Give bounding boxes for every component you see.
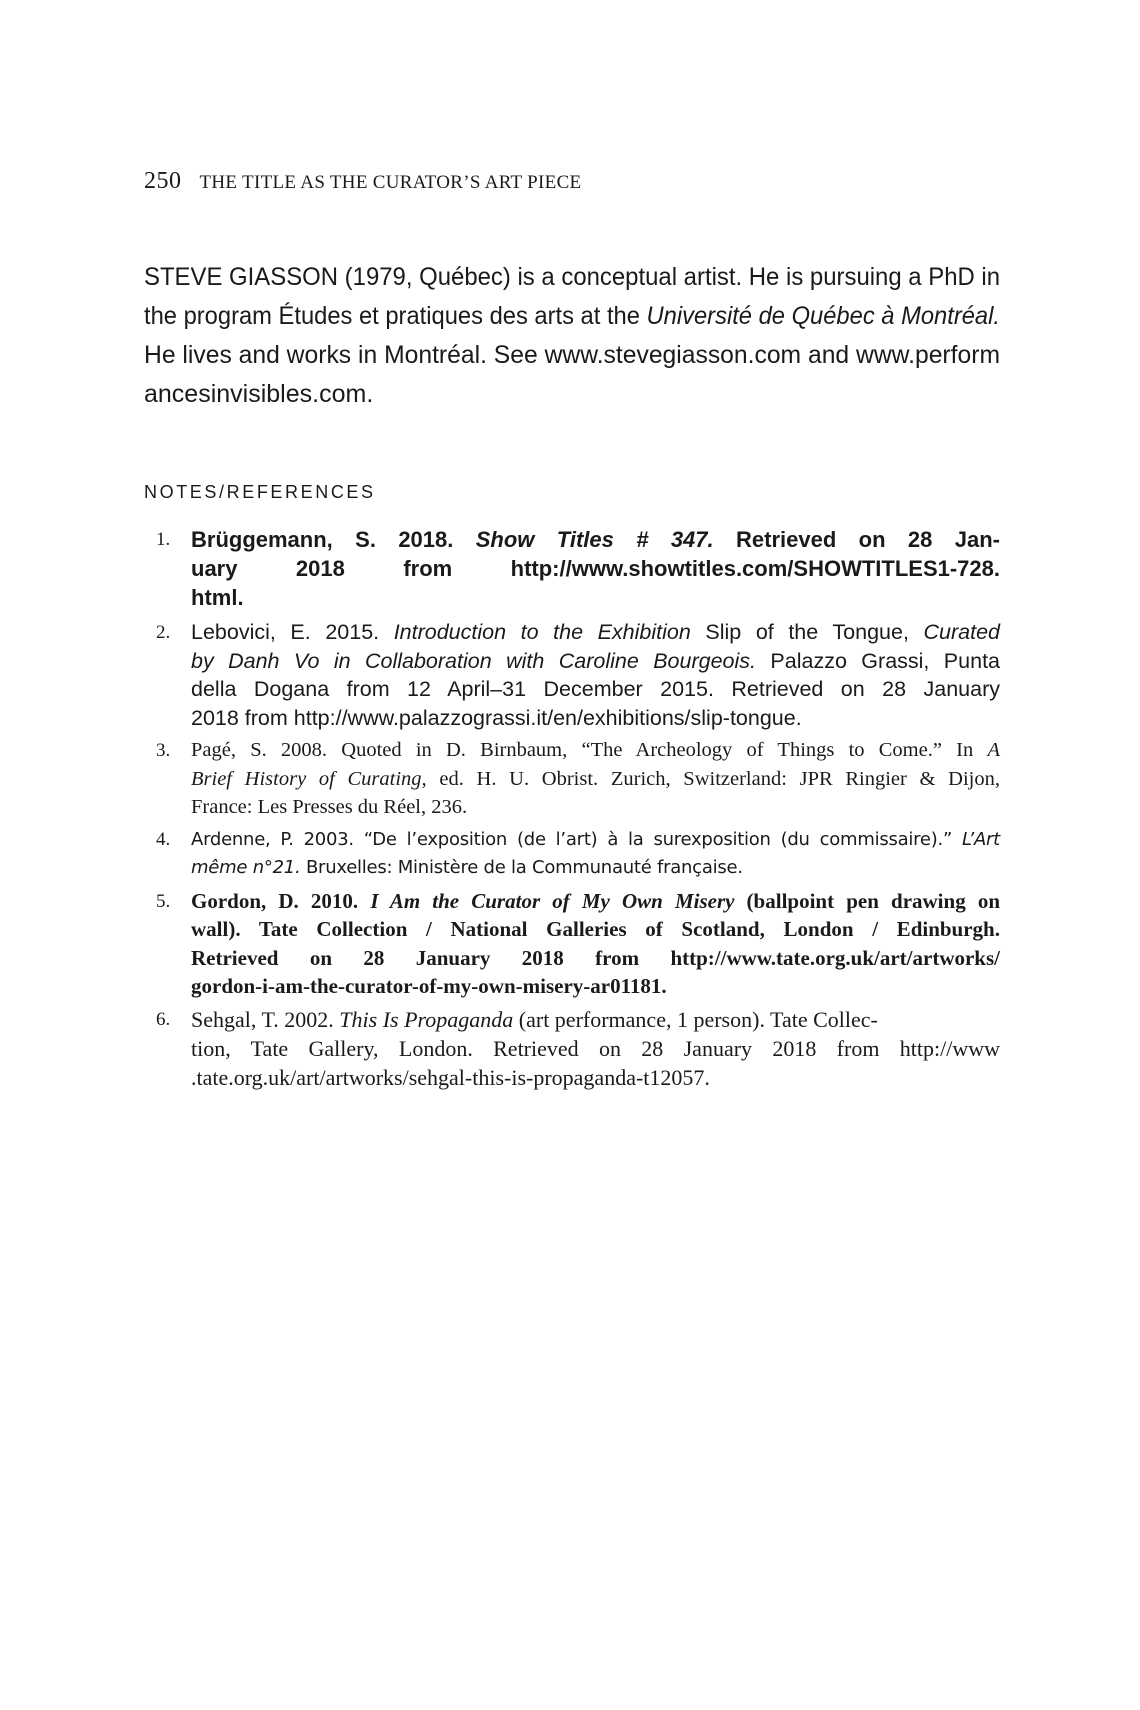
- note-item: [144, 525, 1000, 612]
- running-header: [144, 168, 581, 195]
- note-number: 1.: [156, 529, 171, 550]
- work-title: Show Titles # 347.: [475, 527, 714, 552]
- note-number: 5.: [156, 890, 171, 912]
- running-title: THE TITLE AS THE CURATOR’S ART PIECE: [199, 172, 582, 193]
- note-text: [191, 826, 1000, 883]
- note-text: [191, 1005, 1000, 1092]
- note-number: 4.: [156, 828, 171, 850]
- note-fragment: (ballpoint pen drawing on: [734, 888, 1000, 913]
- note-number: 2.: [156, 622, 171, 643]
- note-text: [191, 525, 1000, 612]
- note-item: [144, 887, 1000, 1001]
- note-line: tion, Tate Gallery, London. Retrieved on 28 January 2018 from http://www: [191, 1035, 1000, 1061]
- note-line: [191, 826, 1000, 855]
- note-text: [191, 736, 1000, 822]
- note-line: [191, 1005, 1000, 1034]
- bio-line: STEVE GIASSON (1979, Québec) is a conceptual artist. He is pursuing a PhD in: [144, 263, 1001, 291]
- note-line: [191, 647, 1000, 676]
- note-line: 2018 from http://www.palazzograssi.it/en/exhibitions/slip-tongue.: [191, 705, 802, 730]
- bio-line: He lives and works in Montréal. See www.stevegiasson.com and www.perform: [144, 341, 1001, 369]
- note-fragment: ed. H. U. Obrist. Zurich, Switzerland: JPR Ringier & Dijon,: [426, 767, 1000, 790]
- work-title: I Am the Curator of My Own Misery: [370, 888, 735, 913]
- note-fragment: Palazzo Grassi, Punta: [756, 648, 1000, 673]
- note-fragment: Curated: [923, 620, 1000, 644]
- note-fragment: Retrieved on 28 Jan-: [713, 527, 1000, 552]
- work-title: Introduction to the Exhibition: [393, 620, 691, 644]
- author-bio: [144, 258, 1000, 414]
- note-line: [191, 887, 1000, 916]
- note-line: html.: [191, 585, 244, 610]
- note-number: 3.: [156, 740, 171, 761]
- bio-line: ancesinvisibles.com.: [144, 380, 374, 408]
- note-line: gordon-i-am-the-curator-of-my-own-misery-ar01181.: [191, 974, 667, 998]
- note-line: della Dogana from 12 April–31 December 2015. Retrieved on 28 January: [191, 677, 1000, 701]
- note-fragment: Ardenne, P. 2003. “De l’exposition (de l’art) à la surexposition (du commissaire).”: [191, 828, 962, 850]
- bio-text: the program Études et pratiques des arts at the: [144, 302, 647, 330]
- note-fragment: Lebovici, E. 2015.: [191, 620, 394, 644]
- note-line: [191, 525, 1000, 554]
- note-fragment: (art performance, 1 person). Tate Collec-: [513, 1006, 878, 1032]
- note-line: [191, 618, 1000, 647]
- note-line: uary 2018 from http://www.showtitles.com/SHOWTITLES1-728.: [191, 556, 1000, 581]
- university-name: Université de Québec à Montréal.: [646, 302, 1000, 330]
- note-line: [191, 736, 1000, 765]
- note-line: wall). Tate Collection / National Galleries of Scotland, London / Edinburgh.: [191, 917, 1000, 941]
- note-fragment: L’Art: [961, 828, 1000, 850]
- note-line: France: Les Presses du Réel, 236.: [191, 796, 468, 818]
- note-item: [144, 1005, 1000, 1092]
- note-line: [191, 765, 1000, 794]
- note-fragment: Pagé, S. 2008. Quoted in D. Birnbaum, “The Archeology of Things to Come.” In: [191, 739, 988, 761]
- page-number: 250: [144, 168, 182, 194]
- note-fragment: Sehgal, T. 2002.: [191, 1006, 340, 1032]
- note-fragment: Slip of the Tongue,: [690, 620, 924, 644]
- note-item: [144, 826, 1000, 883]
- note-line: [191, 854, 1000, 883]
- bio-line: [144, 297, 1000, 336]
- notes-heading: NOTES/REFERENCES: [144, 482, 376, 502]
- note-item: [144, 618, 1000, 732]
- note-text: [191, 887, 1000, 1001]
- note-fragment: Bruxelles: Ministère de la Communauté française.: [300, 857, 743, 878]
- note-fragment: by Danh Vo in Collaboration with Caroline Bourgeois.: [191, 648, 756, 673]
- note-line: .tate.org.uk/art/artworks/sehgal-this-is-propaganda-t12057.: [191, 1064, 710, 1090]
- note-text: [191, 618, 1000, 732]
- note-line: Retrieved on 28 January 2018 from http://www.tate.org.uk/art/artworks/: [191, 945, 1000, 970]
- work-title: Brief History of Curating,: [191, 767, 427, 790]
- work-title: même n°21.: [191, 857, 301, 878]
- notes-list: [144, 525, 1000, 1092]
- note-item: [144, 736, 1000, 822]
- work-title: This Is Propaganda: [339, 1006, 514, 1032]
- note-fragment: Brüggemann, S. 2018.: [191, 527, 476, 552]
- note-fragment: Gordon, D. 2010.: [191, 888, 371, 913]
- note-number: 6.: [156, 1008, 171, 1030]
- note-fragment: A: [987, 739, 1000, 761]
